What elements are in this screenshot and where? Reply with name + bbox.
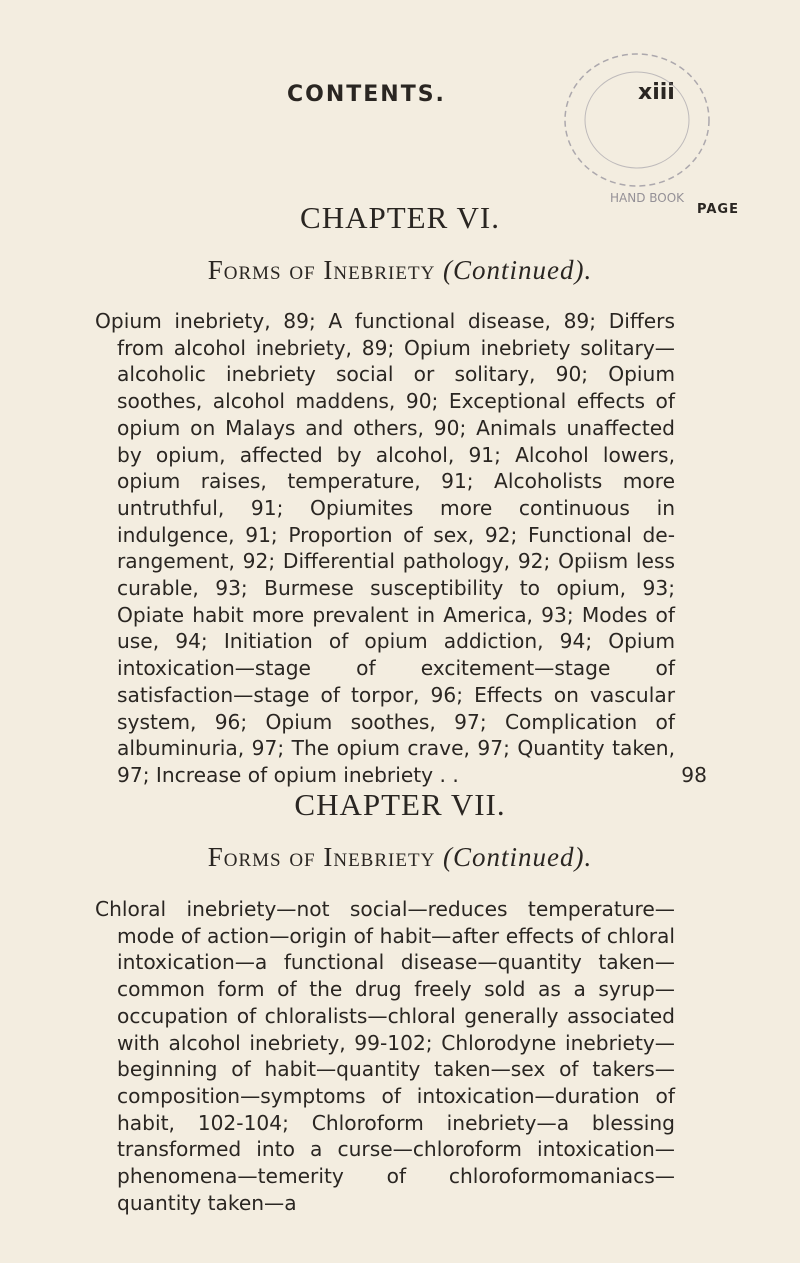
- chapter-vii-subtitle: [0, 842, 800, 873]
- chapter-vii-text: Chloral inebriety—not social—reduces temperature—mode of action—origin of habit—after effects of chloral intoxication—a functional disease—quantity taken—common form of the drug freely sold as a syrup—occupation of chloralists—chloral generally associated with alcohol inebriety, 99-102; Chlorodyne inebriety—beginning of habit—quantity taken—sex of takers—composition—symptoms of intoxication—duration of habit, 102-104; Chloroform inebriety—a blessing transformed into a curse—chloroform intoxication—phenomena—temerity of chloroformomaniacs—quantity taken—a: [95, 897, 675, 1215]
- running-head: CONTENTS.: [287, 82, 446, 107]
- library-stamp: [552, 40, 722, 210]
- chapter-vi-text: Opium inebriety, 89; A functional disease, 89; Differs from alcohol inebriety, 89; Opium inebriety solitary—alcoholic inebriety social or solitary, 90; Opium soothes, alcohol maddens, 90; Exceptional effects of opium on Malays and others, 90; Animals unaffected by opium, affected by alcohol, 91; Alcohol lowers, opium raises, temperature, 91; Alcoholists more untruthful, 91; Opiumites more continuous in indulgence, 91; Proportion of sex, 92; Functional derangement, 92; Differential pathology, 92; Opiism less curable, 93; Burmese susceptibility to opium, 93; Opiate habit more prevalent in America, 93; Modes of use, 94; Initiation of opium addiction, 94; Opium intoxication—stage of excitement—stage of satisfaction—stage of torpor, 96; Effects on vascular system, 96; Opium soothes, 97; Complication of albuminuria, 97; The opium crave, 97; Quantity taken, 97; Increase of opium inebriety . .: [95, 309, 675, 787]
- chapter-vi-subtitle-main: Forms of Inebriety: [207, 255, 436, 285]
- chapter-vi-subtitle-italic: (Continued).: [443, 255, 593, 285]
- chapter-vi-body: [95, 308, 707, 789]
- chapter-vi-title: CHAPTER VI.: [300, 200, 500, 235]
- chapter-vi-page: 98: [681, 762, 707, 787]
- chapter-vii-title: CHAPTER VII.: [294, 787, 506, 822]
- page-column-label: PAGE: [697, 202, 739, 217]
- chapter-vii-body: [95, 896, 675, 1216]
- chapter-vii-subtitle-italic: (Continued).: [443, 842, 593, 872]
- page-number: xiii: [638, 80, 675, 105]
- stamp-text: HAND BOOK: [610, 191, 685, 205]
- chapter-vii-subtitle-main: Forms of Inebriety: [207, 842, 436, 872]
- chapter-vi-subtitle: [0, 255, 800, 286]
